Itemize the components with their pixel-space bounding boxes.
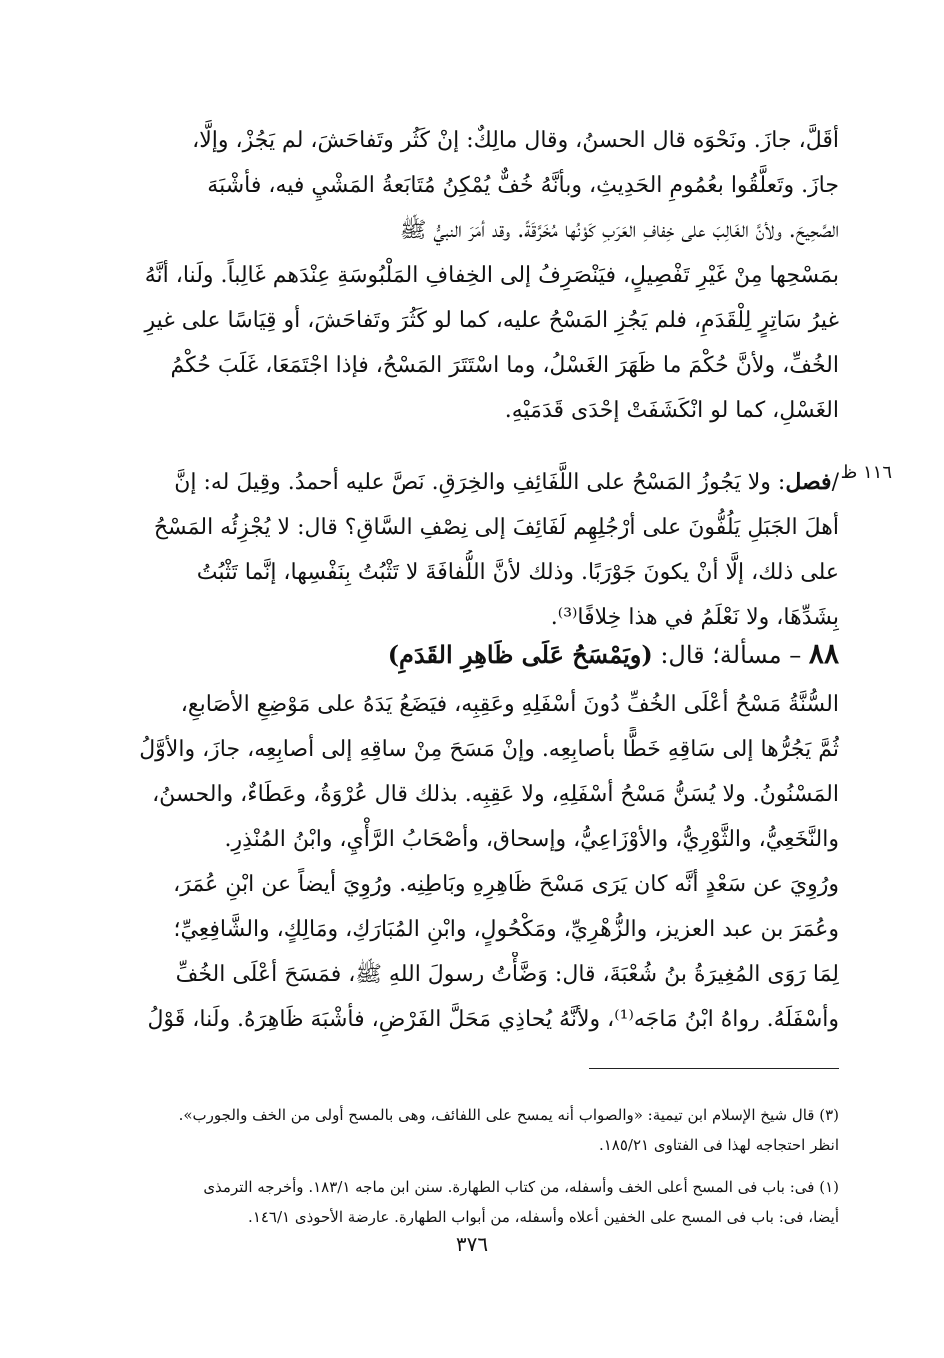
text-line: أقَلَّ، جازَ. ونَحْوَه قال الحسنُ، وقال مالِكٌ: إنْ كَثُر وتَفاحَشَ، لم يَجُزْ، وإلَّا، xyxy=(192,128,839,153)
paragraph-3 xyxy=(139,682,839,1042)
folio-mark: / xyxy=(831,470,839,495)
fasl-first-line-text: : ولا يَجُوزُ المَسْحُ على اللَّفَائِفِ والخِرَقِ. نَصَّ عليه أحمدُ. وقِيلَ له: إنَّ xyxy=(174,470,786,495)
text-line: وأسْفَلَهُ. رواهُ ابْنُ مَاجَه⁽¹⁾، ولأنَّهُ يُحاذِي مَحَلَّ الفَرْضِ، فأشْبَهَ ظَاهِرَهُ. ولَنا، قَوْلُ xyxy=(147,1007,839,1032)
paragraph-1 xyxy=(139,118,839,433)
masala-quote: (ويَمْسَحُ عَلَى ظَاهِرِ القَدَمِ) xyxy=(387,640,653,669)
masala-heading xyxy=(139,634,839,675)
text-line: وعُمَرَ بن عبد العزيز، والزُّهْرِيِّ، ومَكْحُولٍ، وابْنِ المُبَارَكِ، ومَالِكٍ، والشَّافِعِيِّ؛ xyxy=(173,917,839,942)
footnote-line: (١) فى: باب فى المسح أعلى الخف وأسفله، من كتاب الطهارة. سنن ابن ماجه ١٨٣/١. وأخرجه الترمذى xyxy=(203,1178,839,1196)
text-line: ورُوِيَ عن سَعْدٍ أنَّه كان يَرَى مَسْحَ ظَاهِرِهِ وبَاطِنِه. ورُوِيَ أيضاً عن ابْنِ عُمَرَ، xyxy=(173,872,839,897)
footnotes xyxy=(139,1100,839,1232)
page-number: ٣٧٦ xyxy=(455,1232,489,1256)
text-line: الخُفِّ، ولأنَّ حُكْمَ ما ظَهَرَ الغَسْلُ، وما اسْتَتَرَ المَسْحُ، فإذا اجْتَمَعَا، غَلَبَ حُكْمُ xyxy=(170,353,839,378)
masala-label: – مسألة؛ قال: xyxy=(660,641,802,669)
text-line: بمَسْحِها مِنْ غَيْرِ تَفْصِيلٍ، فيَنْصَرِفُ إلى الخِفافِ المَلْبُوسَةِ عِنْدَهم غَالِباً. ولَنا، أنَّهُ xyxy=(144,263,839,288)
text-line: والنَّخَعِيُّ، والثَّوْرِيُّ، والأوْزَاعِيُّ، وإسحاق، وأصْحَابُ الرَّأْيِ، وابْنُ المُنْذِرِ. xyxy=(224,827,839,852)
text-line: الصَّحِيحَ. ولأنَّ الغَالِبَ على خِفافِ العَرَبِ كَوْنُها مُخَرَّقَةً. وقد أمَرَ النبيُّ ﷺ xyxy=(399,218,839,243)
footnote-line: انظر احتجاجه لهذا فى الفتاوى ١٨٥/٢١. xyxy=(598,1136,839,1154)
fasl-section xyxy=(139,460,839,640)
text-line: أهلَ الجَبَلِ يَلُفُّونَ على أرْجُلِهِم لَفَائِفَ إلى نِصْفِ السَّاقِ؟ قال: لا يُجْزِئُه المَسْحُ xyxy=(153,515,839,540)
text-line: بِشَدِّهَا، ولا نَعْلَمُ في هذا خِلافًا⁽³⁾. xyxy=(550,605,839,630)
fasl-label: فصل xyxy=(785,469,832,495)
text-line: ثُمَّ يَجُرُّها إلى سَاقِهِ خَطًّا بأصابِعِه. وإنْ مَسَحَ مِنْ ساقِهِ إلى أصابِعِه، جازَ، والأوَّلُ xyxy=(139,737,839,762)
text-line: جازَ. وتَعلَّقُوا بعُمُومِ الحَدِيثِ، وبأنَّهُ خُفٌّ يُمْكِنُ مُتَابَعةُ المَشْيِ فيه، فأشْبَهَ xyxy=(207,173,839,198)
footnote-line: أيضا، فى: باب فى المسح على الخفين أعلاه وأسفله، من أبواب الطهارة. عارضة الأحوذى ١٤٦/١. xyxy=(248,1208,839,1226)
footnote-spacer xyxy=(139,1160,839,1172)
manuscript-folio-note: ١١٦ ظ xyxy=(840,462,892,483)
text-line: غيرُ سَاتِرٍ لِلْقَدَمِ، فلم يَجُزِ المَسْحُ عليه، كما لو كَثُرَ وتَفاحَشَ، أو قِيَاسًا على غيرِ xyxy=(144,308,839,333)
text-line: المَسْنُونُ. ولا يُسَنُّ مَسْحُ أسْفَلِهِ، ولا عَقِبِه. بذلك قال عُرْوَةُ، وعَطَاءٌ، والحسنُ، xyxy=(152,782,839,807)
text-line: السُّنَّةُ مَسْحُ أعْلَى الخُفِّ دُونَ أسْفَلِهِ وعَقِبِه، فيَضَعُ يَدَهُ على مَوْضِعِ الأصَابعِ، xyxy=(180,692,839,717)
footnote-line: (٣) قال شيخ الإسلام ابن تيمية: «والصواب أنه يمسح على اللفائف، وهى بالمسح أولى من الخف والجورب». xyxy=(178,1106,839,1124)
text-line: لِمَا رَوَى المُغِيرَةُ بنُ شُعْبَةَ، قال: وَضَّأْتُ رسولَ اللهِ ﷺ، فمَسَحَ أعْلَى الخُفِّ xyxy=(175,962,839,987)
text-line: الغَسْلِ، كما لو انْكَشَفَتْ إحْدَى قَدَمَيْهِ. xyxy=(504,398,839,423)
footnote-divider xyxy=(589,1068,839,1069)
masala-number: ٨٨ xyxy=(808,637,839,670)
text-line: على ذلك، إلَّا أنْ يكونَ جَوْرَبًا. وذلك لأنَّ اللُّفافَةَ لا تَثْبُتُ بِنَفْسِها، إنَّما تَثْبُتُ xyxy=(196,560,839,585)
fasl-first-line xyxy=(139,460,839,505)
